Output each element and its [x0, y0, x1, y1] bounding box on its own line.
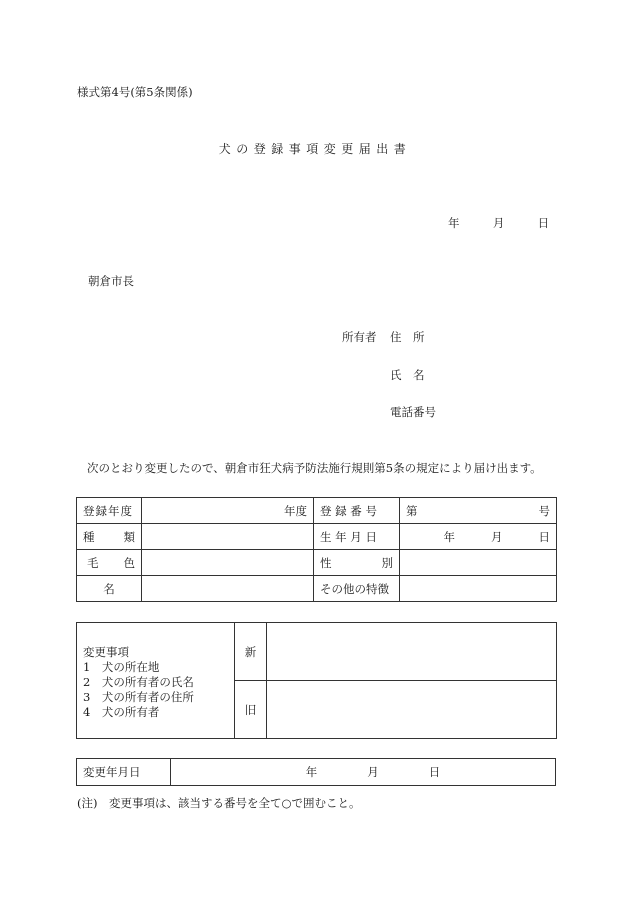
change-year-label: 年	[305, 765, 318, 779]
breed-field[interactable]	[142, 524, 314, 550]
registration-number-label: 登 録 番 号	[314, 498, 400, 524]
addressee: 朝倉市長	[88, 274, 134, 288]
color-label-a: 毛	[87, 555, 99, 570]
table-row	[77, 576, 557, 602]
sex-label-a: 性	[320, 555, 332, 570]
birth-year-label: 年	[443, 529, 455, 544]
change-day-label: 日	[428, 765, 441, 779]
sex-field[interactable]	[400, 550, 557, 576]
owner-name-label: 氏 名	[390, 368, 425, 382]
breed-label-a: 種	[83, 529, 95, 544]
change-item: 4 犬の所有者	[83, 705, 160, 719]
birth-date-label: 生 年 月 日	[314, 524, 400, 550]
new-label: 新	[235, 623, 267, 681]
change-date-label: 変更年月日	[77, 759, 171, 786]
color-label-b: 色	[123, 555, 135, 570]
date-month-label: 月	[492, 216, 505, 230]
new-value-field[interactable]	[267, 623, 557, 681]
owner-label: 所有者	[342, 330, 377, 344]
old-label: 旧	[235, 681, 267, 739]
features-field[interactable]	[400, 576, 557, 602]
date-day-label: 日	[537, 216, 550, 230]
sex-label	[314, 550, 400, 576]
table-row	[77, 498, 557, 524]
table-row	[77, 524, 557, 550]
reg-number-suffix: 号	[538, 503, 550, 518]
change-details-table	[76, 622, 557, 739]
table-row	[77, 550, 557, 576]
table-row	[77, 759, 556, 786]
change-item: 1 犬の所在地	[83, 660, 160, 674]
change-month-label: 月	[367, 765, 379, 779]
dog-name-field[interactable]	[142, 576, 314, 602]
table-row	[77, 623, 557, 681]
owner-address-label: 住 所	[390, 330, 425, 344]
change-item: 3 犬の所有者の住所	[83, 690, 194, 704]
change-items-heading: 変更事項	[83, 645, 129, 659]
coat-color-label	[77, 550, 142, 576]
sex-label-b: 別	[381, 555, 393, 570]
coat-color-field[interactable]	[142, 550, 314, 576]
form-title: 犬の登録事項変更届出書	[218, 142, 412, 156]
features-label: その他の特徴	[314, 576, 400, 602]
birth-date-field[interactable]	[400, 524, 557, 550]
change-item: 2 犬の所有者の氏名	[83, 675, 194, 689]
old-value-field[interactable]	[267, 681, 557, 739]
statement-text: 次のとおり変更したので、朝倉市狂犬病予防法施行規則第5条の規定により届け出ます。	[87, 461, 542, 475]
registration-year-label: 登録年度	[77, 498, 142, 524]
dog-info-table	[76, 497, 557, 602]
change-date-field[interactable]	[171, 759, 556, 786]
breed-label	[77, 524, 142, 550]
dog-name-label: 名	[77, 576, 142, 602]
breed-label-b: 類	[123, 529, 135, 544]
owner-phone-label: 電話番号	[390, 405, 436, 419]
date-year-label: 年	[448, 216, 460, 230]
registration-year-field[interactable]: 年度	[142, 498, 314, 524]
submission-date	[448, 215, 549, 231]
note-text: (注) 変更事項は、該当する番号を全て○で囲むこと。	[77, 796, 361, 810]
form-number: 様式第4号(第5条関係)	[77, 85, 193, 99]
change-date-table	[76, 758, 556, 786]
birth-month-label: 月	[491, 529, 503, 544]
reg-number-prefix: 第	[406, 503, 418, 518]
change-items-cell	[77, 623, 235, 739]
birth-day-label: 日	[538, 529, 550, 544]
registration-number-field[interactable]	[400, 498, 557, 524]
